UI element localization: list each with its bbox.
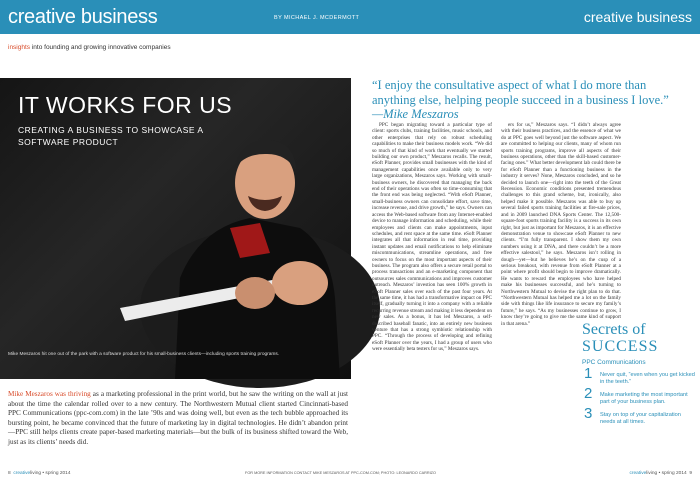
sidebar-company: PPC Communications xyxy=(582,359,646,366)
lede-paragraph xyxy=(8,390,348,448)
tip-text: Never quit, “even when you get kicked in the teeth.” xyxy=(600,372,695,385)
magazine-name: creative xyxy=(629,471,647,476)
byline: BY MICHAEL J. MCDERMOTT xyxy=(274,15,360,21)
section-header-bar xyxy=(0,0,700,34)
magazine-name-2: living xyxy=(30,471,42,476)
lede-lead-in: Mike Meszaros was thriving xyxy=(8,390,91,398)
footer-left xyxy=(8,471,71,476)
body-column-2-continued xyxy=(501,320,573,468)
sidebar-tip xyxy=(582,405,696,426)
section-title-left: creative business xyxy=(8,6,158,28)
page-number-right: 9 xyxy=(689,471,692,476)
tip-text: Stay on top of your capitalization needs at all times. xyxy=(600,412,681,425)
tip-text: Make marketing the most important part of your business plan. xyxy=(600,392,688,405)
magazine-name: creative xyxy=(13,471,31,476)
section-tagline xyxy=(8,44,171,51)
footer-credit: FOR MORE INFORMATION CONTACT MIKE MESZAROS AT PPC-COM.COM; PHOTO: LEONARDO CARRIZO xyxy=(245,471,436,475)
body-text-1: PPC began migrating toward a particular type of client: sports clubs, training facilities, music schools, and other enterprises that rely on robust scheduling capabilities to make their business models work. “We did so much of that kind of work that eventually we started building our own product,” Meszaros recalls. The result, eSoft Planner, provides small businesses with the kind of management capabilities once available only to very large organizations, Meszaros says. Working with small-business owners, he discovered that managing the back end of their operations was often so time-consuming that the front end was being neglected. “With eSoft Planner, small-business owners can consolidate effort, save time, increase revenue, and drive growth,” he says. Owners can access the Web-based software from any Internet-enabled device to manage information and scheduling, while their employees and clients can make appointments, input schedules, and rent space at the same time. eSoft Planner integrates all that information in real time, providing instant updates and email notifications to help eliminate miscommunications, streamline operations, and free owners to focus on the most important aspects of their business. The program also offers a secure retail portal to process transactions and an e-marketing component that outsources sales communications and improves customer outreach. Meszaros’ investion has seen 100% growth in eSoft Planner sales over each of the past four years. At the same time, it has had a transformative impact on PPC itself, gradually turning it into a company with a reliable recurring revenue stream and making it less dependent on new sales. As a bonus, it has led Meszaros, a self-described baseball fanatic, into an entirely new business venture that has a strong symbiotic relationship with PPC. “Through the process of developing and refining eSoft Planner over the years, I had a group of users who were essentially beta testers for us,” Meszaros says. xyxy=(372,122,492,353)
sidebar-title-line1: Secrets of xyxy=(582,321,646,338)
sidebar-title-line2: SUCCESS xyxy=(582,338,659,355)
photo-caption: Mike Meszaros hit one out of the park with a software product for his small-business clients—including sports training programs. xyxy=(8,352,280,357)
pull-quote xyxy=(372,78,692,122)
pull-quote-text: “I enjoy the consultative aspect of what I do more than anything else, helping people succeed in a business I love.” xyxy=(372,78,669,107)
tagline-rest: into founding and growing innovative companies xyxy=(30,44,171,51)
section-title-right: creative business xyxy=(583,9,692,25)
issue-date: • spring 2014 xyxy=(41,471,71,476)
footer-right xyxy=(630,471,693,476)
article-title: IT WORKS FOR US xyxy=(18,92,233,118)
page-number-left: 8 xyxy=(8,471,11,476)
body-text-2: ers for us,” Meszaros says. “I didn’t always agree with their business practices, and the essence of what we do at PPC goes well beyond just the software aspect. We are committed to helping our clients, many of whom run sports training programs, improve all aspects of their business operations, other than the skill-based customer-facing ones.” What better development lab could there be for eSoft Planner than a functioning business in the industry it serves? None, Meszaros concluded, and so he decided to launch one—right into the teeth of the Great Recession. Economic conditions presented tremendous challenges to this grand scheme, but, ironically, also helped make it possible. Meszaros was able to buy up several failed sports training facilities at fire-sale prices, and in 2009 launched DNA Sports Center. The 12,500-square-foot sports training facility is a success in its own right, but just as important for Meszaros, it is an effective demonstration venue to showcase eSoft Planner to new clients. “I’m fully transparent. I show them my own numbers using it at DNA, and there couldn’t be a more effective salestool,” he says. Meszaros isn’t rolling in dough—yet—but he believes he’s on the cusp of a serious breakout, with revenue from eSoft Planner at a point where profit should begin to improve dramatically. He wants to reward the employees who have helped make his businesses successful, and he’s turning to Northwestern Mutual to devise the right plan to do that. “Northwestern Mutual has helped me a lot on the family side with things like life insurance to secure my family’s future,” he says. “As my businesses continue to grow, I know they’re going to give me the same kind of support in that arena.” xyxy=(501,122,621,327)
sidebar-tip xyxy=(582,365,696,386)
magazine-name-2: living xyxy=(646,471,658,476)
tip-number: 3 xyxy=(584,405,593,422)
body-column-1 xyxy=(372,122,492,467)
lede-body: as a marketing professional in the print world, but he saw the writing on the wall at just about the time the calendar rolled over to a new century. The Northwestern Mutual client started Cincinnati-based PPC Communications (ppc-com.com) in the late ’90s and was doing well, but even as the tech bubble approached its bursting point, he became convinced that the future of marketing lay in digital technologies. He didn’t abandon print—PPC still helps clients create paper-based marketing materials—but the bulk of its business shifted toward the Web, just as its clients’ needs did. xyxy=(8,390,348,446)
sidebar-tip xyxy=(582,385,696,406)
tip-number: 1 xyxy=(584,365,593,382)
secrets-sidebar xyxy=(582,322,696,464)
tagline-highlight: insights xyxy=(8,44,31,51)
article-subtitle: CREATING A BUSINESS TO SHOWCASE A SOFTWARE PRODUCT xyxy=(18,125,204,147)
tip-number: 2 xyxy=(584,385,593,402)
pull-quote-attribution: —Mike Meszaros xyxy=(372,107,459,121)
body-column-2 xyxy=(501,122,621,327)
issue-date: • spring 2014 xyxy=(657,471,687,476)
